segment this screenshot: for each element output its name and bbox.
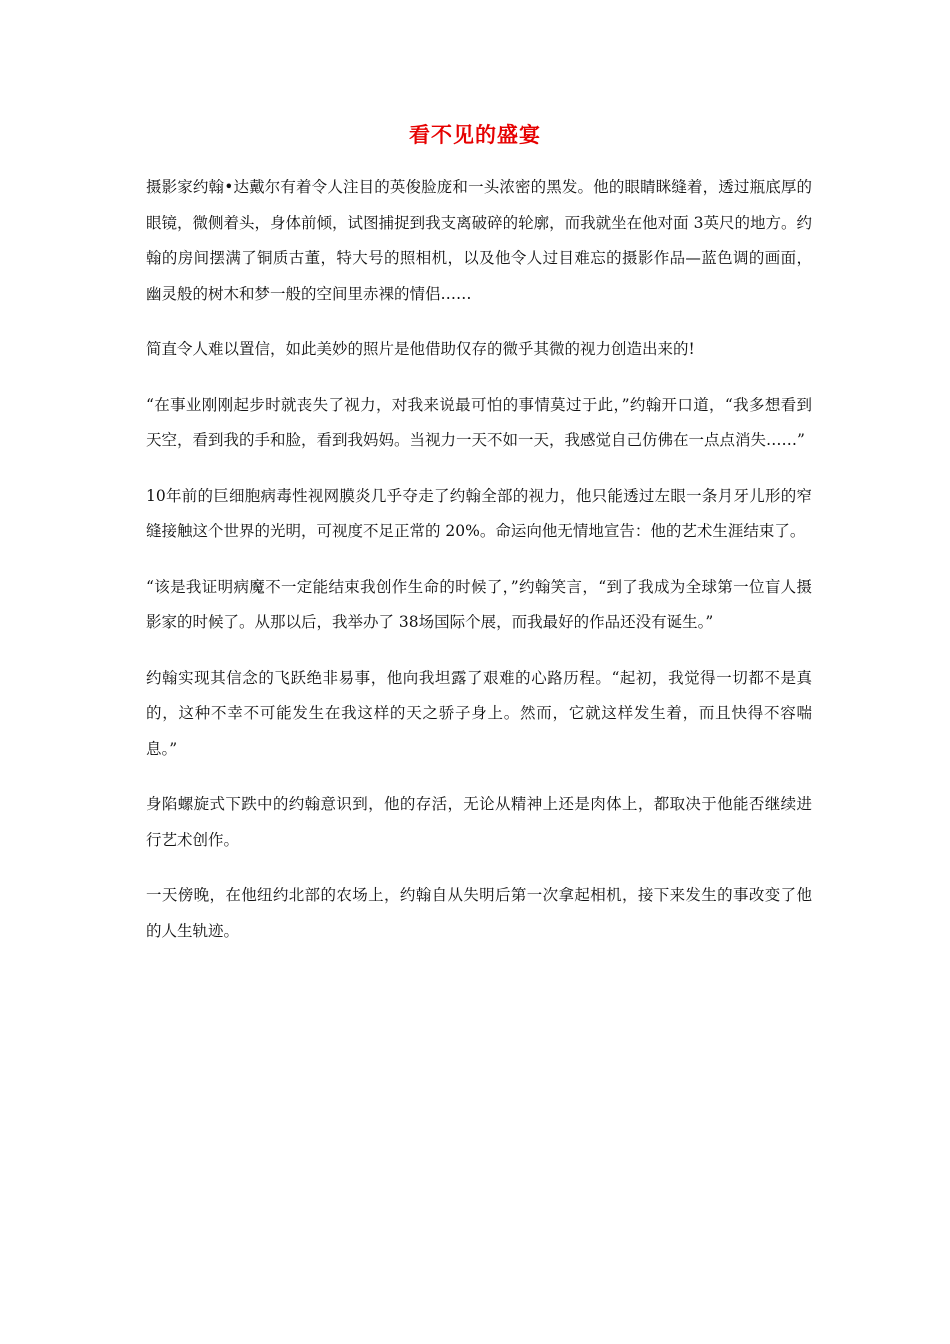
document-body	[146, 170, 812, 969]
paragraph-3: “在事业刚刚起步时就丧失了视力，对我来说最可怕的事情莫过于此，”约翰开口道，“我多想看到天空，看到我的手和脸，看到我妈妈。当视力一天不如一天，我感觉自己仿佛在一点点消失……”	[146, 395, 812, 449]
document-title: 看不见的盛宴	[409, 123, 541, 147]
paragraph-5: “该是我证明病魔不一定能结束我创作生命的时候了，”约翰笑言，“到了我成为全球第一位盲人摄影家的时候了。从那以后，我举办了 38场国际个展，而我最好的作品还没有诞生。”	[146, 577, 812, 631]
paragraph-6: 约翰实现其信念的飞跃绝非易事，他向我坦露了艰难的心路历程。“起初，我觉得一切都不是真的，这种不幸不可能发生在我这样的天之骄子身上。然而，它就这样发生着，而且快得不容喘息。”	[146, 668, 812, 758]
paragraph-4: 10年前的巨细胞病毒性视网膜炎几乎夺走了约翰全部的视力，他只能透过左眼一条月牙儿形的窄缝接触这个世界的光明，可视度不足正常的 20%。命运向他无情地宣告：他的艺术生涯结束了。	[146, 486, 812, 540]
paragraph-7: 身陷螺旋式下跌中的约翰意识到，他的存活，无论从精神上还是肉体上，都取决于他能否继续进行艺术创作。	[146, 795, 812, 849]
paragraph-1: 摄影家约翰•达戴尔有着令人注目的英俊脸庞和一头浓密的黑发。他的眼睛眯缝着，透过瓶底厚的眼镜，微侧着头，身体前倾，试图捕捉到我支离破碎的轮廓，而我就坐在他对面 3英尺的地方。约翰的房间摆满了铜质古董，特大号的照相机，以及他令人过目难忘的摄影作品—蓝色调的画面，幽灵般的树木和梦一般的空间里赤裸的情侣……	[146, 178, 812, 303]
paragraph-2: 简直令人难以置信，如此美妙的照片是他借助仅存的微乎其微的视力创造出来的!	[146, 340, 695, 358]
paragraph-8: 一天傍晚，在他纽约北部的农场上，约翰自从失明后第一次拿起相机，接下来发生的事改变了他的人生轨迹。	[146, 886, 812, 940]
